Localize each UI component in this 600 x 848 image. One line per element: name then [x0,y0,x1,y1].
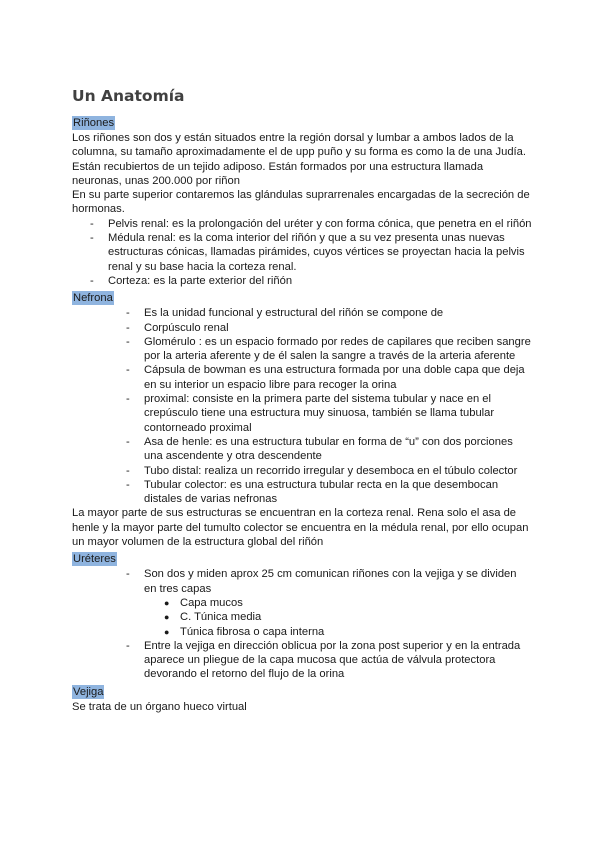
dash-marker: - [126,393,130,406]
document-page [72,86,532,714]
dash-marker: - [126,307,130,320]
list-item: - Asa de henle: es una estructura tubular en forma de “u” con dos porciones una ascendente y otra descendente [126,435,513,463]
dash-marker: - [126,464,130,477]
paragraph: La mayor parte de sus estructuras se encuentran en la corteza renal. Rena solo el asa de henle y la mayor parte del tumulto colector se encuentra en la médula renal, por ello ocupan un mayor volumen de la estructura global del riñón [72,507,529,549]
list-item: - Es la unidad funcional y estructural del riñón se compone de [126,307,444,320]
ureteres-sublist [72,596,532,639]
paragraph: En su parte superior contaremos las glándulas suprarrenales encargadas de la secreción de hormonas. [72,189,530,216]
list-item: - Médula renal: es la coma interior del riñón y que a su vez presenta unas nuevas estructuras cónicas, llamadas pirámides, cuyos vértices se proyectan hacia la pelvis renal y su base hacia la corteza renal. [90,232,525,273]
bullet-marker: ● [164,597,170,608]
paragraph: Los riñones son dos y están situados entre la región dorsal y lumbar a ambos lados de la columna, su tamaño aproximadamente el de upp puño y su forma es como la de una Judía. [72,132,526,159]
list-item: - Son dos y miden aprox 25 cm comunican riñones con la vejiga y se dividen en tres capas [126,568,517,595]
list-item: ● Túnica fibrosa o capa interna [164,625,325,638]
bullet-marker: ● [164,612,170,623]
section-heading-vejiga: Vejiga [73,685,104,698]
list-item: - Pelvis renal: es la prolongación del uréter y con forma cónica, que penetra en el riñón [90,217,532,230]
dash-marker: - [126,639,130,652]
list-item: - Corpúsculo renal [126,321,229,334]
section-heading-rinones: Riñones [73,117,115,129]
ureteres-list [126,567,532,596]
section-heading-ureteres: Uréteres [73,553,116,566]
dash-marker: - [90,274,94,287]
paragraph: Se trata de un órgano hueco virtual [72,700,247,713]
section-vejiga [72,682,532,714]
document-title: Un Anatomía [72,87,185,105]
list-item: - Tubular colector: es una estructura tubular recta en la que desembocan distales de varias nefronas [126,478,499,506]
dash-marker: - [126,435,130,448]
section-rinones [72,113,532,288]
dash-marker: - [90,217,94,230]
ureteres-list-2 [126,639,532,682]
list-item: - Tubo distal: realiza un recorrido irregular y desemboca en el túbulo colector [126,464,518,477]
dash-marker: - [126,335,130,348]
list-item: ● Capa mucos [164,596,243,609]
paragraph: Están recubiertos de un tejido adiposo. Están formados por una estructura llamada neuronas, unas 200.000 por riñon [72,160,484,187]
list-item: - proximal: consiste en la primera parte del sistema tubular y nace en el crepúsculo tiene una estructura muy sinuosa, también se llama tubular contorneado proximal [126,393,495,434]
section-ureteres [72,549,532,681]
nefrona-list [126,306,532,506]
section-nefrona [72,288,532,549]
dash-marker: - [90,232,94,245]
list-item: - Entre la vejiga en dirección oblicua por la zona post superior y en la entrada aparece un pliegue de la capa mucosa que actúa de válvula protectora devorando el retorno del flujo de la orina [126,639,521,681]
dash-marker: - [126,364,130,377]
rinones-list [90,217,532,288]
list-item: - Cápsula de bowman es una estructura formada por una doble capa que deja en su interior un espacio libre para recoger la orina [126,364,525,391]
dash-marker: - [126,321,130,334]
section-heading-nefrona: Nefrona [73,292,113,305]
dash-marker: - [126,568,130,581]
list-item: ● C. Túnica media [164,611,262,624]
bullet-marker: ● [164,626,170,637]
list-item: - Corteza: es la parte exterior del riñón [90,274,293,287]
list-item: - Glomérulo : es un espacio formado por redes de capilares que reciben sangre por la arteria aferente y de él salen la sangre a través de la arteria aferente [126,335,531,363]
dash-marker: - [126,478,130,491]
